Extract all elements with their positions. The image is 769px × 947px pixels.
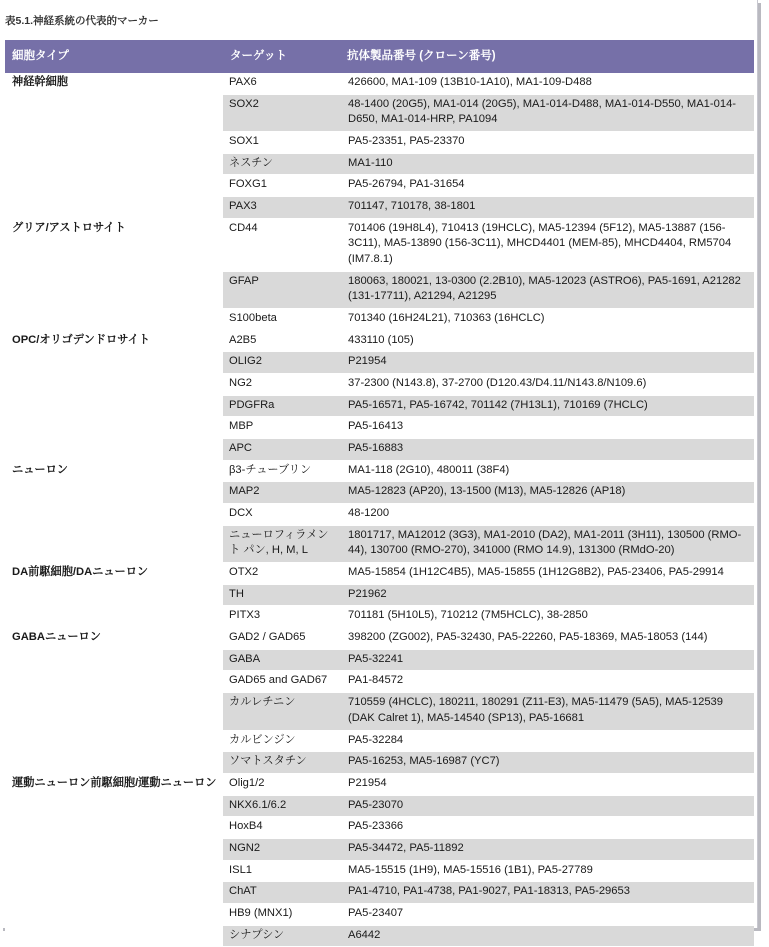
- table-row: [5, 903, 754, 925]
- cell-type: [5, 132, 223, 154]
- product-numbers: 710559 (4HCLC), 180211, 180291 (Z11-E3), MA5-11479 (5A5), MA5-12539 (DAK Calret 1), MA5-14540 (SP13), PA5-16681: [340, 693, 754, 730]
- table-row: [5, 817, 754, 839]
- target: PITX3: [223, 606, 340, 628]
- target: A2B5: [223, 330, 340, 352]
- target: GAD65 and GAD67: [223, 671, 340, 693]
- table-caption: 表5.1.神経系統の代表的マーカー: [5, 15, 159, 27]
- table-row: [5, 671, 754, 693]
- product-numbers: MA5-15515 (1H9), MA5-15516 (1B1), PA5-27789: [340, 860, 754, 882]
- target: SOX1: [223, 132, 340, 154]
- product-numbers: 701406 (19H8L4), 710413 (19HCLC), MA5-12394 (5F12), MA5-13887 (156-3C11), MA5-13890 (156-3C11), MHCD4401 (MEM-85), MHCD4404, RM5704 (IM7.8.1): [340, 218, 754, 271]
- product-numbers: 180063, 180021, 13-0300 (2.2B10), MA5-12023 (ASTRO6), PA5-1691, A21282 (131-17711), A21294, A21295: [340, 271, 754, 308]
- product-numbers: PA5-23366: [340, 817, 754, 839]
- table-row: [5, 374, 754, 396]
- product-numbers: 1801717, MA12012 (3G3), MA1-2010 (DA2), MA1-2011 (3H11), 130500 (RMO-44), 130700 (RMO-270), 341000 (RMO 14.9), 131300 (RMdO-20): [340, 525, 754, 562]
- product-numbers: PA5-26794, PA1-31654: [340, 175, 754, 197]
- cell-type: [5, 374, 223, 396]
- cell-type: [5, 730, 223, 752]
- table-row: [5, 132, 754, 154]
- header-target: ターゲット: [223, 40, 340, 73]
- target: NG2: [223, 374, 340, 396]
- cell-type: [5, 752, 223, 774]
- cell-type: [5, 153, 223, 175]
- cell-type: ニューロン: [5, 460, 223, 482]
- target: APC: [223, 439, 340, 461]
- product-numbers: MA1-110: [340, 153, 754, 175]
- table-row: [5, 773, 754, 795]
- product-numbers: 398200 (ZG002), PA5-32430, PA5-22260, PA5-18369, MA5-18053 (144): [340, 628, 754, 650]
- table-row: [5, 417, 754, 439]
- table-row: [5, 153, 754, 175]
- product-numbers: PA1-84572: [340, 671, 754, 693]
- table-body: [5, 73, 754, 947]
- target: NGN2: [223, 838, 340, 860]
- table-row: [5, 439, 754, 461]
- header-row: [5, 40, 754, 73]
- cell-type: [5, 352, 223, 374]
- cell-type: OPC/オリゴデンドロサイト: [5, 330, 223, 352]
- product-numbers: PA5-23407: [340, 903, 754, 925]
- product-numbers: 48-1400 (20G5), MA1-014 (20G5), MA1-014-D488, MA1-014-D550, MA1-014-D650, MA1-014-HRP, PA1094: [340, 94, 754, 131]
- header-product: 抗体製品番号 (クローン番号): [340, 40, 754, 73]
- table-row: [5, 197, 754, 219]
- cell-type: [5, 504, 223, 526]
- product-numbers: MA5-12823 (AP20), 13-1500 (M13), MA5-12826 (AP18): [340, 482, 754, 504]
- table-row: [5, 752, 754, 774]
- cell-type: [5, 417, 223, 439]
- target: S100beta: [223, 309, 340, 331]
- target: CD44: [223, 218, 340, 271]
- header-cell-type: 細胞タイプ: [5, 40, 223, 73]
- target: PAX3: [223, 197, 340, 219]
- product-numbers: P21954: [340, 352, 754, 374]
- cell-type: [5, 395, 223, 417]
- table-row: [5, 606, 754, 628]
- table-row: [5, 525, 754, 562]
- cell-type: DA前駆細胞/DAニューロン: [5, 563, 223, 585]
- product-numbers: 48-1200: [340, 504, 754, 526]
- product-numbers: 701147, 710178, 38-1801: [340, 197, 754, 219]
- table-row: [5, 330, 754, 352]
- target: DCX: [223, 504, 340, 526]
- table-row: [5, 175, 754, 197]
- cell-type: [5, 197, 223, 219]
- product-numbers: PA5-16413: [340, 417, 754, 439]
- table-row: [5, 94, 754, 131]
- cell-type: [5, 693, 223, 730]
- product-numbers: 37-2300 (N143.8), 37-2700 (D120.43/D4.11/N143.8/N109.6): [340, 374, 754, 396]
- product-numbers: 701181 (5H10L5), 710212 (7M5HCLC), 38-2850: [340, 606, 754, 628]
- target: カルビンジン: [223, 730, 340, 752]
- target: OTX2: [223, 563, 340, 585]
- table-row: [5, 309, 754, 331]
- target: ソマトスタチン: [223, 752, 340, 774]
- cell-type: 神経幹細胞: [5, 73, 223, 94]
- cell-type: [5, 671, 223, 693]
- target: OLIG2: [223, 352, 340, 374]
- product-numbers: PA5-23070: [340, 795, 754, 817]
- table-row: [5, 460, 754, 482]
- product-numbers: PA1-4710, PA1-4738, PA1-9027, PA1-18313, PA5-29653: [340, 882, 754, 904]
- cell-type: [5, 525, 223, 562]
- target: TH: [223, 584, 340, 606]
- cell-type: [5, 903, 223, 925]
- product-numbers: P21962: [340, 584, 754, 606]
- cell-type: 運動ニューロン前駆細胞/運動ニューロン: [5, 773, 223, 795]
- product-numbers: 701340 (16H24L21), 710363 (16HCLC): [340, 309, 754, 331]
- product-numbers: PA5-16571, PA5-16742, 701142 (7H13L1), 710169 (7HCLC): [340, 395, 754, 417]
- product-numbers: P21954: [340, 773, 754, 795]
- product-numbers: PA5-23351, PA5-23370: [340, 132, 754, 154]
- table-row: [5, 628, 754, 650]
- target: GFAP: [223, 271, 340, 308]
- cell-type: グリア/アストロサイト: [5, 218, 223, 271]
- target: ISL1: [223, 860, 340, 882]
- product-numbers: PA5-32284: [340, 730, 754, 752]
- target: Olig1/2: [223, 773, 340, 795]
- target: MAP2: [223, 482, 340, 504]
- cell-type: [5, 94, 223, 131]
- target: HoxB4: [223, 817, 340, 839]
- target: GABA: [223, 649, 340, 671]
- table-row: [5, 860, 754, 882]
- table-row: [5, 838, 754, 860]
- product-numbers: MA5-15854 (1H12C4B5), MA5-15855 (1H12G8B2), PA5-23406, PA5-29914: [340, 563, 754, 585]
- cell-type: [5, 925, 223, 947]
- target: NKX6.1/6.2: [223, 795, 340, 817]
- cell-type: [5, 606, 223, 628]
- cell-type: [5, 649, 223, 671]
- table-row: [5, 73, 754, 94]
- product-numbers: 433110 (105): [340, 330, 754, 352]
- product-numbers: A6442: [340, 925, 754, 947]
- product-numbers: MA1-118 (2G10), 480011 (38F4): [340, 460, 754, 482]
- target: MBP: [223, 417, 340, 439]
- cell-type: [5, 838, 223, 860]
- table-row: [5, 563, 754, 585]
- target: GAD2 / GAD65: [223, 628, 340, 650]
- cell-type: [5, 817, 223, 839]
- target: カルレチニン: [223, 693, 340, 730]
- cell-type: [5, 584, 223, 606]
- marker-table: [5, 40, 754, 947]
- target: HB9 (MNX1): [223, 903, 340, 925]
- cell-type: [5, 482, 223, 504]
- table-row: [5, 482, 754, 504]
- target: PAX6: [223, 73, 340, 94]
- target: ChAT: [223, 882, 340, 904]
- product-numbers: PA5-16253, MA5-16987 (YC7): [340, 752, 754, 774]
- cell-type: [5, 860, 223, 882]
- target: シナプシン: [223, 925, 340, 947]
- table-row: [5, 693, 754, 730]
- target: PDGFRa: [223, 395, 340, 417]
- table-row: [5, 730, 754, 752]
- product-numbers: 426600, MA1-109 (13B10-1A10), MA1-109-D488: [340, 73, 754, 94]
- cell-type: GABAニューロン: [5, 628, 223, 650]
- target: SOX2: [223, 94, 340, 131]
- target: ニューロフィラメント パン, H, M, L: [223, 525, 340, 562]
- cell-type: [5, 271, 223, 308]
- table-row: [5, 649, 754, 671]
- cell-type: [5, 439, 223, 461]
- table-row: [5, 395, 754, 417]
- cell-type: [5, 175, 223, 197]
- table-row: [5, 925, 754, 947]
- table-row: [5, 352, 754, 374]
- product-numbers: PA5-34472, PA5-11892: [340, 838, 754, 860]
- table-row: [5, 882, 754, 904]
- target: β3-チューブリン: [223, 460, 340, 482]
- product-numbers: PA5-16883: [340, 439, 754, 461]
- table-row: [5, 271, 754, 308]
- table-row: [5, 504, 754, 526]
- cell-type: [5, 882, 223, 904]
- product-numbers: PA5-32241: [340, 649, 754, 671]
- table-row: [5, 218, 754, 271]
- target: ネスチン: [223, 153, 340, 175]
- table-row: [5, 795, 754, 817]
- cell-type: [5, 795, 223, 817]
- table-row: [5, 584, 754, 606]
- cell-type: [5, 309, 223, 331]
- target: FOXG1: [223, 175, 340, 197]
